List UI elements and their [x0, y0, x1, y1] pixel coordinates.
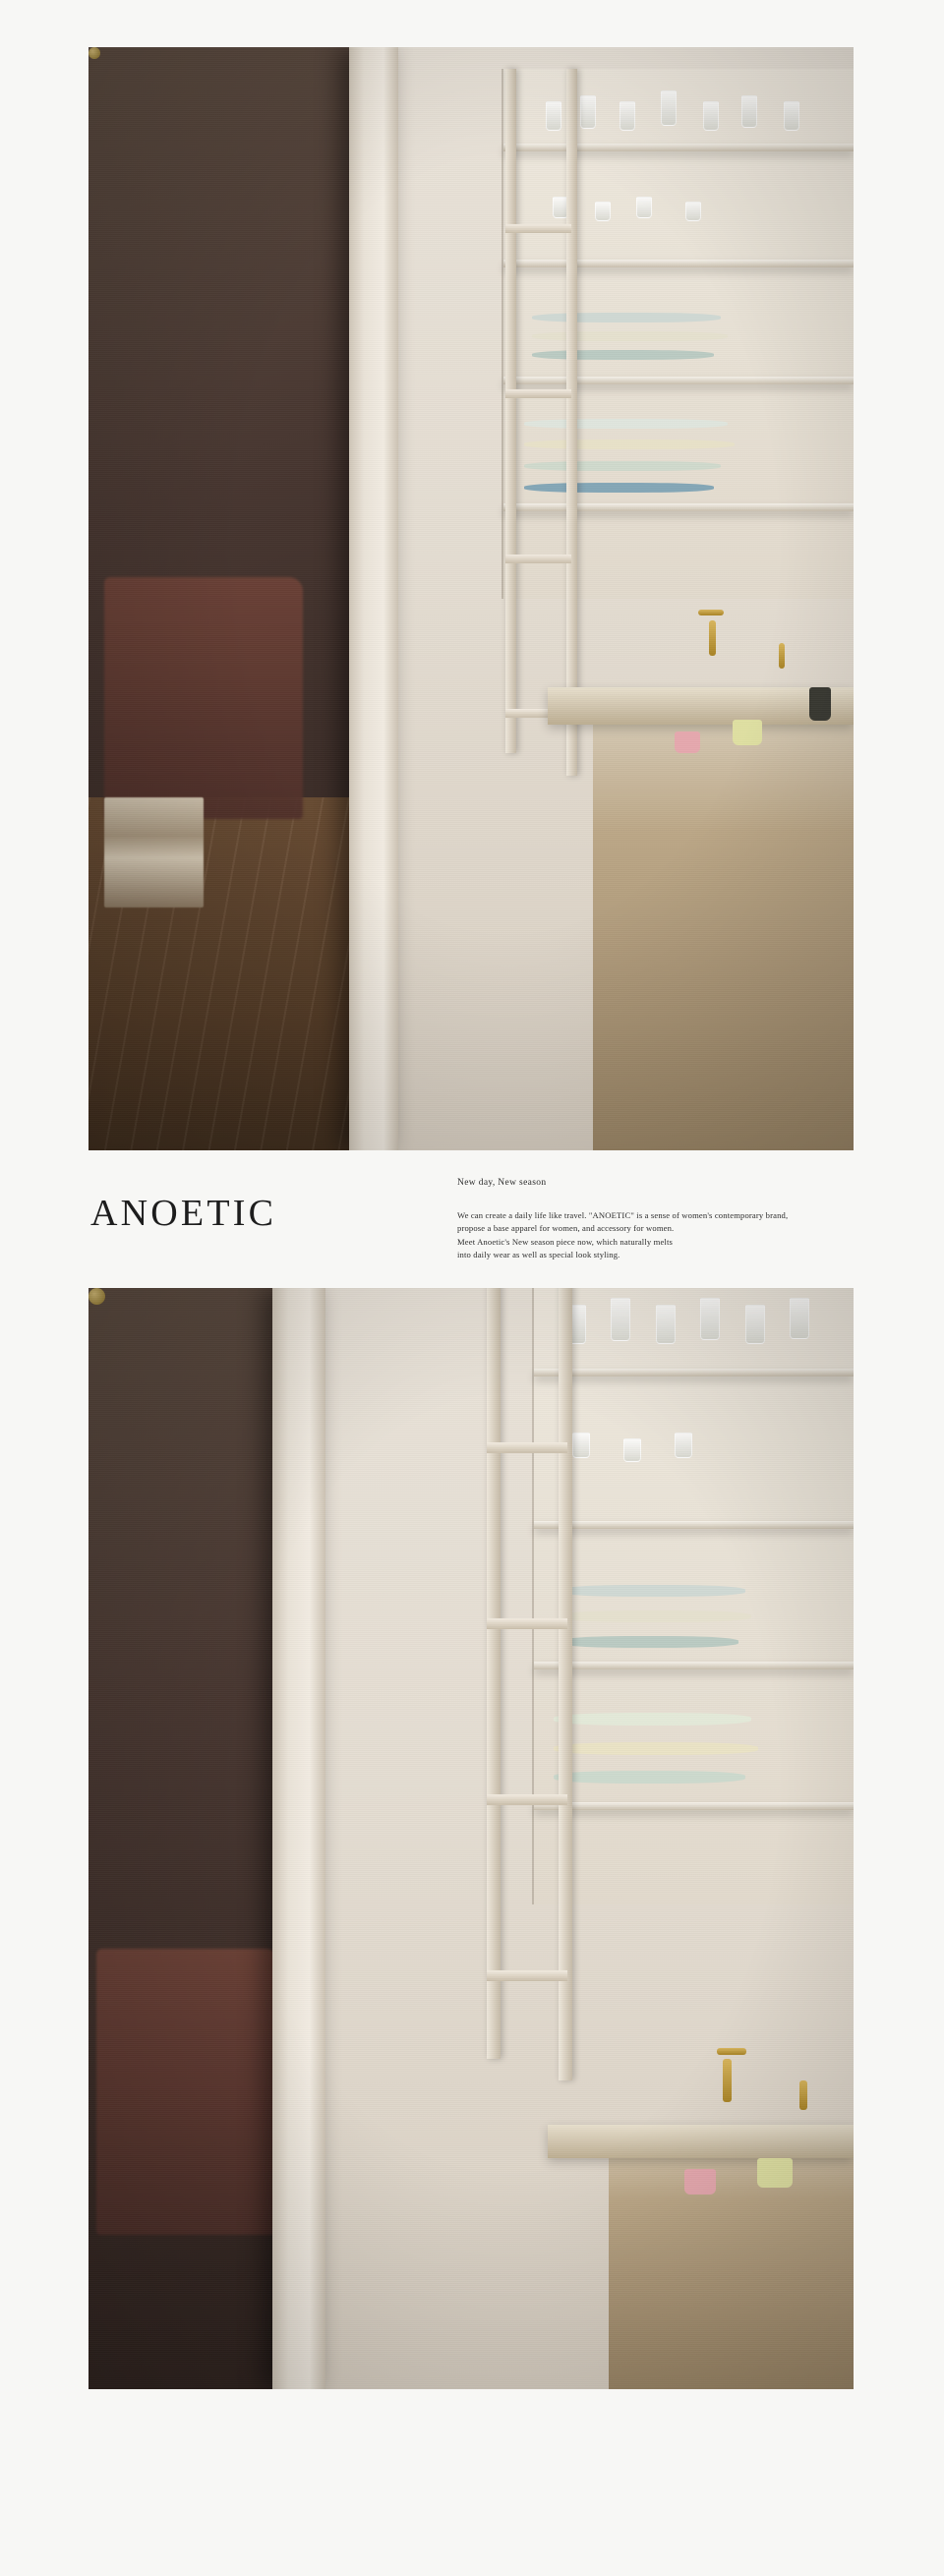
wooden-work-table: [593, 709, 854, 1150]
hero-scene: [88, 47, 854, 1150]
book-stack: [104, 797, 204, 907]
copy-line-4: into daily wear as well as special look styling.: [457, 1249, 620, 1259]
open-shelving-unit: [502, 69, 854, 599]
door-frame: [349, 47, 399, 1150]
brand-copy-block: [457, 1178, 843, 1261]
copy-body: [457, 1209, 843, 1261]
copy-line-1: We can create a daily life like travel. "ANOETIC" is a sense of women's contemporary brand,: [457, 1210, 789, 1220]
sofa-shape: [96, 1949, 280, 2235]
copy-kicker: New day, New season: [457, 1178, 547, 1188]
copy-line-2: propose a base apparel for women, and accessory for women.: [457, 1223, 675, 1234]
sofa-shape: [104, 577, 303, 820]
second-scene: [88, 1288, 854, 2389]
brand-text-band: [0, 1150, 944, 1288]
door-frame: [272, 1288, 325, 2389]
wooden-work-table: [609, 2125, 854, 2389]
copy-line-3: Meet Anoetic's New season piece now, which naturally melts: [457, 1236, 673, 1247]
open-shelving-unit: [532, 1288, 854, 1904]
hero-lookbook-photo: [88, 47, 854, 1150]
brand-wordmark: ANOETIC: [90, 1193, 277, 1234]
second-lookbook-photo: [88, 1288, 854, 2389]
